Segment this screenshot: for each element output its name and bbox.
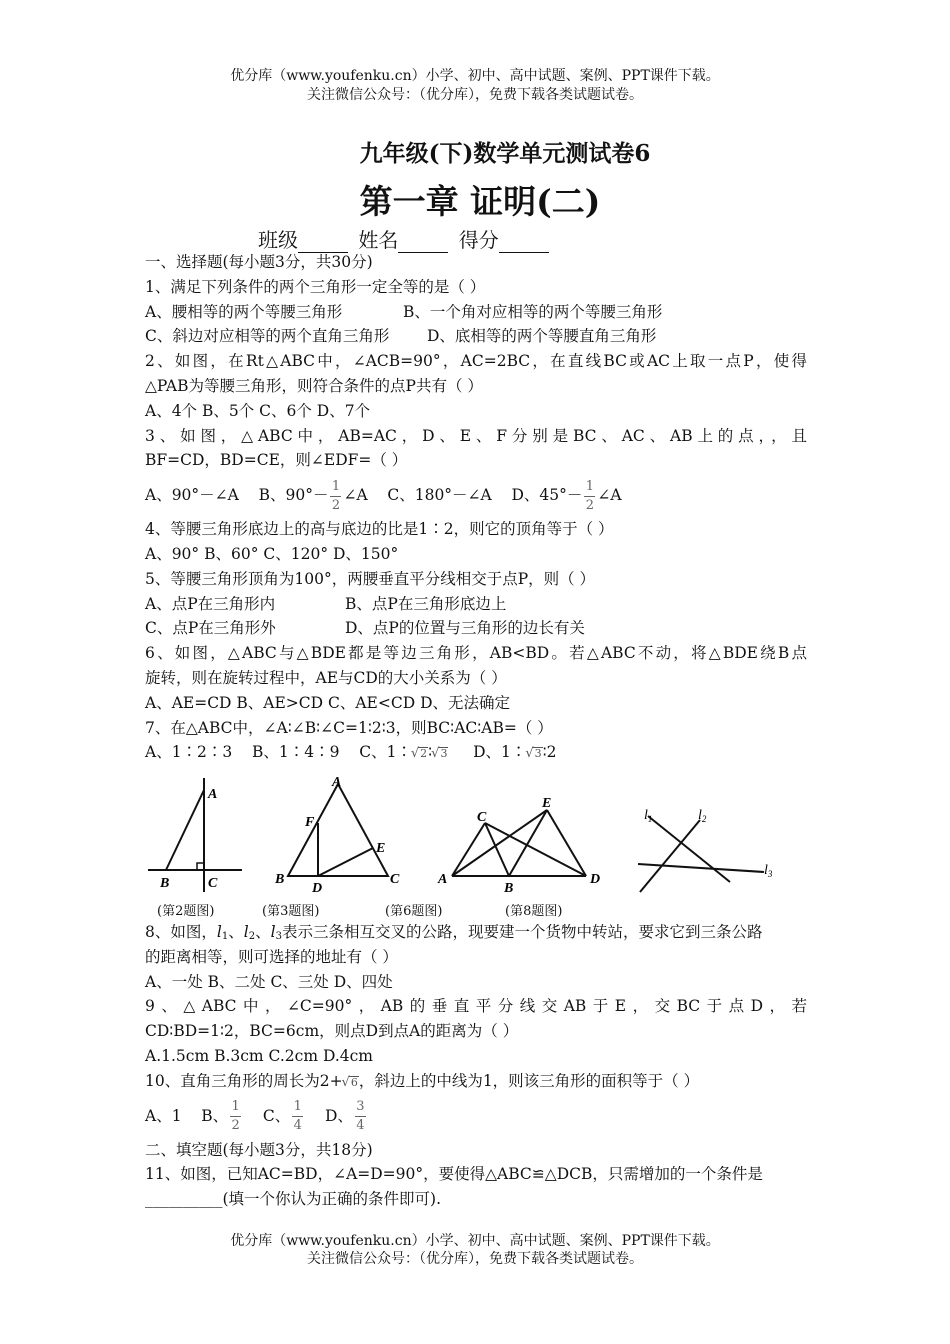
q5-option-c: C、点P在三角形外 — [145, 619, 276, 638]
fig6-label-d: D — [590, 872, 601, 887]
q7-stem: 7、在△ABC中，∠A∶∠B∶∠C=1∶2∶3，则BC∶AC∶AB=（ ） — [145, 718, 553, 737]
q9-line-1: 9、△ABC中，∠C=90°，AB的垂直平分线交AB于E，交BC于点D，若 — [145, 997, 807, 1016]
figure-q2 — [148, 778, 242, 892]
sqrt-3: √ 3 — [438, 747, 448, 760]
q5-options-row2 — [145, 616, 807, 641]
q3-line-2: BF=CD，BD=CE，则∠EDF=（ ） — [145, 451, 408, 470]
caption-fig8: (第8题图) — [505, 904, 563, 919]
q1-options-row1 — [145, 300, 807, 325]
q5-option-a: A、点P在三角形内 — [145, 594, 276, 613]
header-line-1: 优分库（www.youfenku.cn）小学、初中、高中试题、案例、PPT课件下载。 — [230, 68, 720, 84]
q4-stem: 4、等腰三角形底边上的高与底边的比是1∶2，则它的顶角等于（ ） — [145, 520, 614, 539]
q10-option-c: C、 $\frac{1}{4}$ — [262, 1099, 302, 1134]
q2-line-1: 2、如图，在Rt△ABC中，∠ACB=90°，AC=2BC，在直线BC或AC上取一点P，使得 — [145, 352, 807, 371]
q10-option-d: D、 $\frac{3}{4}$ — [324, 1099, 365, 1134]
fig2-label-b: B — [160, 876, 170, 891]
q10-option-a: A、1 — [145, 1106, 182, 1125]
chapter-title: 第一章 证明(二) — [359, 182, 601, 221]
q11-line-1: 11、如图，已知AC=BD，∠A=D=90°，要使得△ABC≌△DCB，只需增加的一个条件是 — [145, 1165, 763, 1184]
q1-option-a: A、腰相等的两个等腰三角形 — [145, 302, 343, 321]
section-1-heading: 一、选择题(每小题3分，共30分) — [145, 253, 373, 271]
fig3-label-e: E — [376, 841, 386, 856]
q9-line-2: CD∶BD=1∶2，BC=6cm，则点D到点A的距离为（ ） — [145, 1022, 519, 1041]
q6-line-1: 6、如图，△ABC与△BDE都是等边三角形，AB<BD。若△ABC不动，将△BDE绕B点 — [145, 644, 807, 663]
q6-line-2: 旋转，则在旋转过程中，AE与CD的大小关系为（ ） — [145, 668, 507, 687]
fig3-label-d: D — [312, 881, 323, 896]
section-2-heading: 二、填空题(每小题3分，共18分) — [145, 1140, 373, 1159]
figure-q8 — [638, 816, 764, 892]
class-label: 班级 — [258, 228, 298, 252]
fig8-label-l1: $l_1$ — [644, 808, 653, 824]
q7-option-b: B、1∶4∶9 — [252, 743, 340, 762]
q3-option-b: B、90°－ $\frac{1}{2}$ ∠A — [258, 478, 368, 513]
q1-option-d: D、底相等的两个等腰直角三角形 — [427, 327, 657, 346]
q10-option-b: B、 $\frac{1}{2}$ — [201, 1099, 240, 1134]
q7-option-d: D、1∶ √ 3∶2 — [473, 743, 556, 761]
q3-options — [145, 473, 807, 517]
sqrt-2: √ 2 — [418, 747, 428, 760]
q1-option-c: C、斜边对应相等的两个直角三角形 — [145, 327, 390, 346]
figure-q6 — [452, 810, 586, 876]
sqrt-3: √ 3 — [532, 747, 542, 760]
q4-options: A、90° B、60° C、120° D、150° — [145, 544, 399, 563]
q5-option-d: D、点P的位置与三角形的边长有关 — [345, 619, 585, 638]
q8-line-2: 的距离相等，则可选择的地址有（ ） — [145, 947, 398, 966]
exam-title: 九年级(下)数学单元测试卷6 — [359, 140, 651, 167]
q1-options-row2 — [145, 324, 807, 349]
caption-fig3: (第3题图) — [262, 904, 320, 919]
q8-line-1: 8、如图，$l_1$、$l_2$、$l_3$表示三条相互交叉的公路，现要建一个货物中转站，要求它到三条公路 — [145, 923, 763, 942]
fig3-label-a: A — [332, 775, 342, 790]
q11-line-2: __________(填一个你认为正确的条件即可). — [145, 1190, 442, 1209]
question-body-2 — [145, 920, 807, 1212]
fig3-label-f: F — [305, 815, 315, 830]
q3-option-c: C、180°－∠A — [387, 486, 492, 505]
q1-option-b: B、一个角对应相等的两个等腰三角形 — [403, 302, 663, 321]
q3-option-a: A、90°－∠A — [145, 486, 239, 505]
name-label: 姓名 — [358, 228, 399, 252]
q7-option-c: C、1∶ √ 2∶ √ 3 — [359, 743, 448, 761]
question-body — [145, 250, 807, 765]
figure-q3 — [288, 784, 388, 876]
fig2-label-c: C — [208, 876, 218, 891]
q2-line-2: △PAB为等腰三角形，则符合条件的点P共有（ ） — [145, 376, 483, 395]
q7-option-a: A、1∶2∶3 — [145, 743, 233, 762]
fig6-label-c: C — [477, 810, 487, 825]
score-label: 得分 — [458, 228, 499, 252]
figures-strip — [140, 768, 800, 898]
q1-stem: 1、满足下列条件的两个三角形一定全等的是（ ） — [145, 277, 486, 296]
sqrt-6: √ 6 — [349, 1076, 359, 1089]
fig3-label-b: B — [275, 872, 285, 887]
fig2-label-a: A — [208, 787, 218, 802]
q3-option-d: D、45°－ $\frac{1}{2}$ ∠A — [511, 478, 622, 513]
q10-stem: 10、直角三角形的周长为2+ √ 6，斜边上的中线为1，则该三角形的面积等于（ ） — [145, 1069, 807, 1094]
fig3-label-c: C — [390, 872, 400, 887]
caption-fig6: (第6题图) — [385, 904, 443, 919]
fig6-label-b: B — [504, 881, 514, 896]
fraction-half: $\frac{1}{2}$ — [331, 478, 341, 513]
q9-options: A.1.5cm B.3cm C.2cm D.4cm — [145, 1046, 374, 1065]
q8-options: A、一处 B、二处 C、三处 D、四处 — [145, 972, 393, 991]
fig6-label-a: A — [438, 872, 448, 887]
caption-fig2: (第2题图) — [157, 904, 215, 919]
q10-options — [145, 1094, 807, 1138]
header-line-2: 关注微信公众号：（优分库），免费下载各类试题试卷。 — [307, 87, 643, 103]
fig8-label-l2: $l_2$ — [698, 808, 707, 824]
fig6-label-e: E — [542, 796, 552, 811]
q5-option-b: B、点P在三角形底边上 — [345, 594, 507, 613]
footer-line-2: 关注微信公众号：（优分库），免费下载各类试题试卷。 — [307, 1251, 643, 1267]
q6-options: A、AE=CD B、AE>CD C、AE<CD D、无法确定 — [145, 693, 510, 712]
fraction-half: $\frac{1}{2}$ — [585, 478, 595, 513]
q5-options-row1 — [145, 592, 807, 617]
student-info — [258, 224, 553, 253]
q5-stem: 5、等腰三角形顶角为100°，两腰垂直平分线相交于点P，则（ ） — [145, 569, 596, 588]
fig8-label-l3: $l_3$ — [764, 863, 773, 879]
footer-line-1: 优分库（www.youfenku.cn）小学、初中、高中试题、案例、PPT课件下载。 — [230, 1233, 720, 1249]
q7-options — [145, 740, 807, 765]
q3-line-1: 3、如图，△ABC中，AB=AC，D、E、F分别是BC、AC、AB上的点，，且 — [145, 426, 807, 445]
q2-options: A、4个 B、5个 C、6个 D、7个 — [145, 401, 371, 420]
